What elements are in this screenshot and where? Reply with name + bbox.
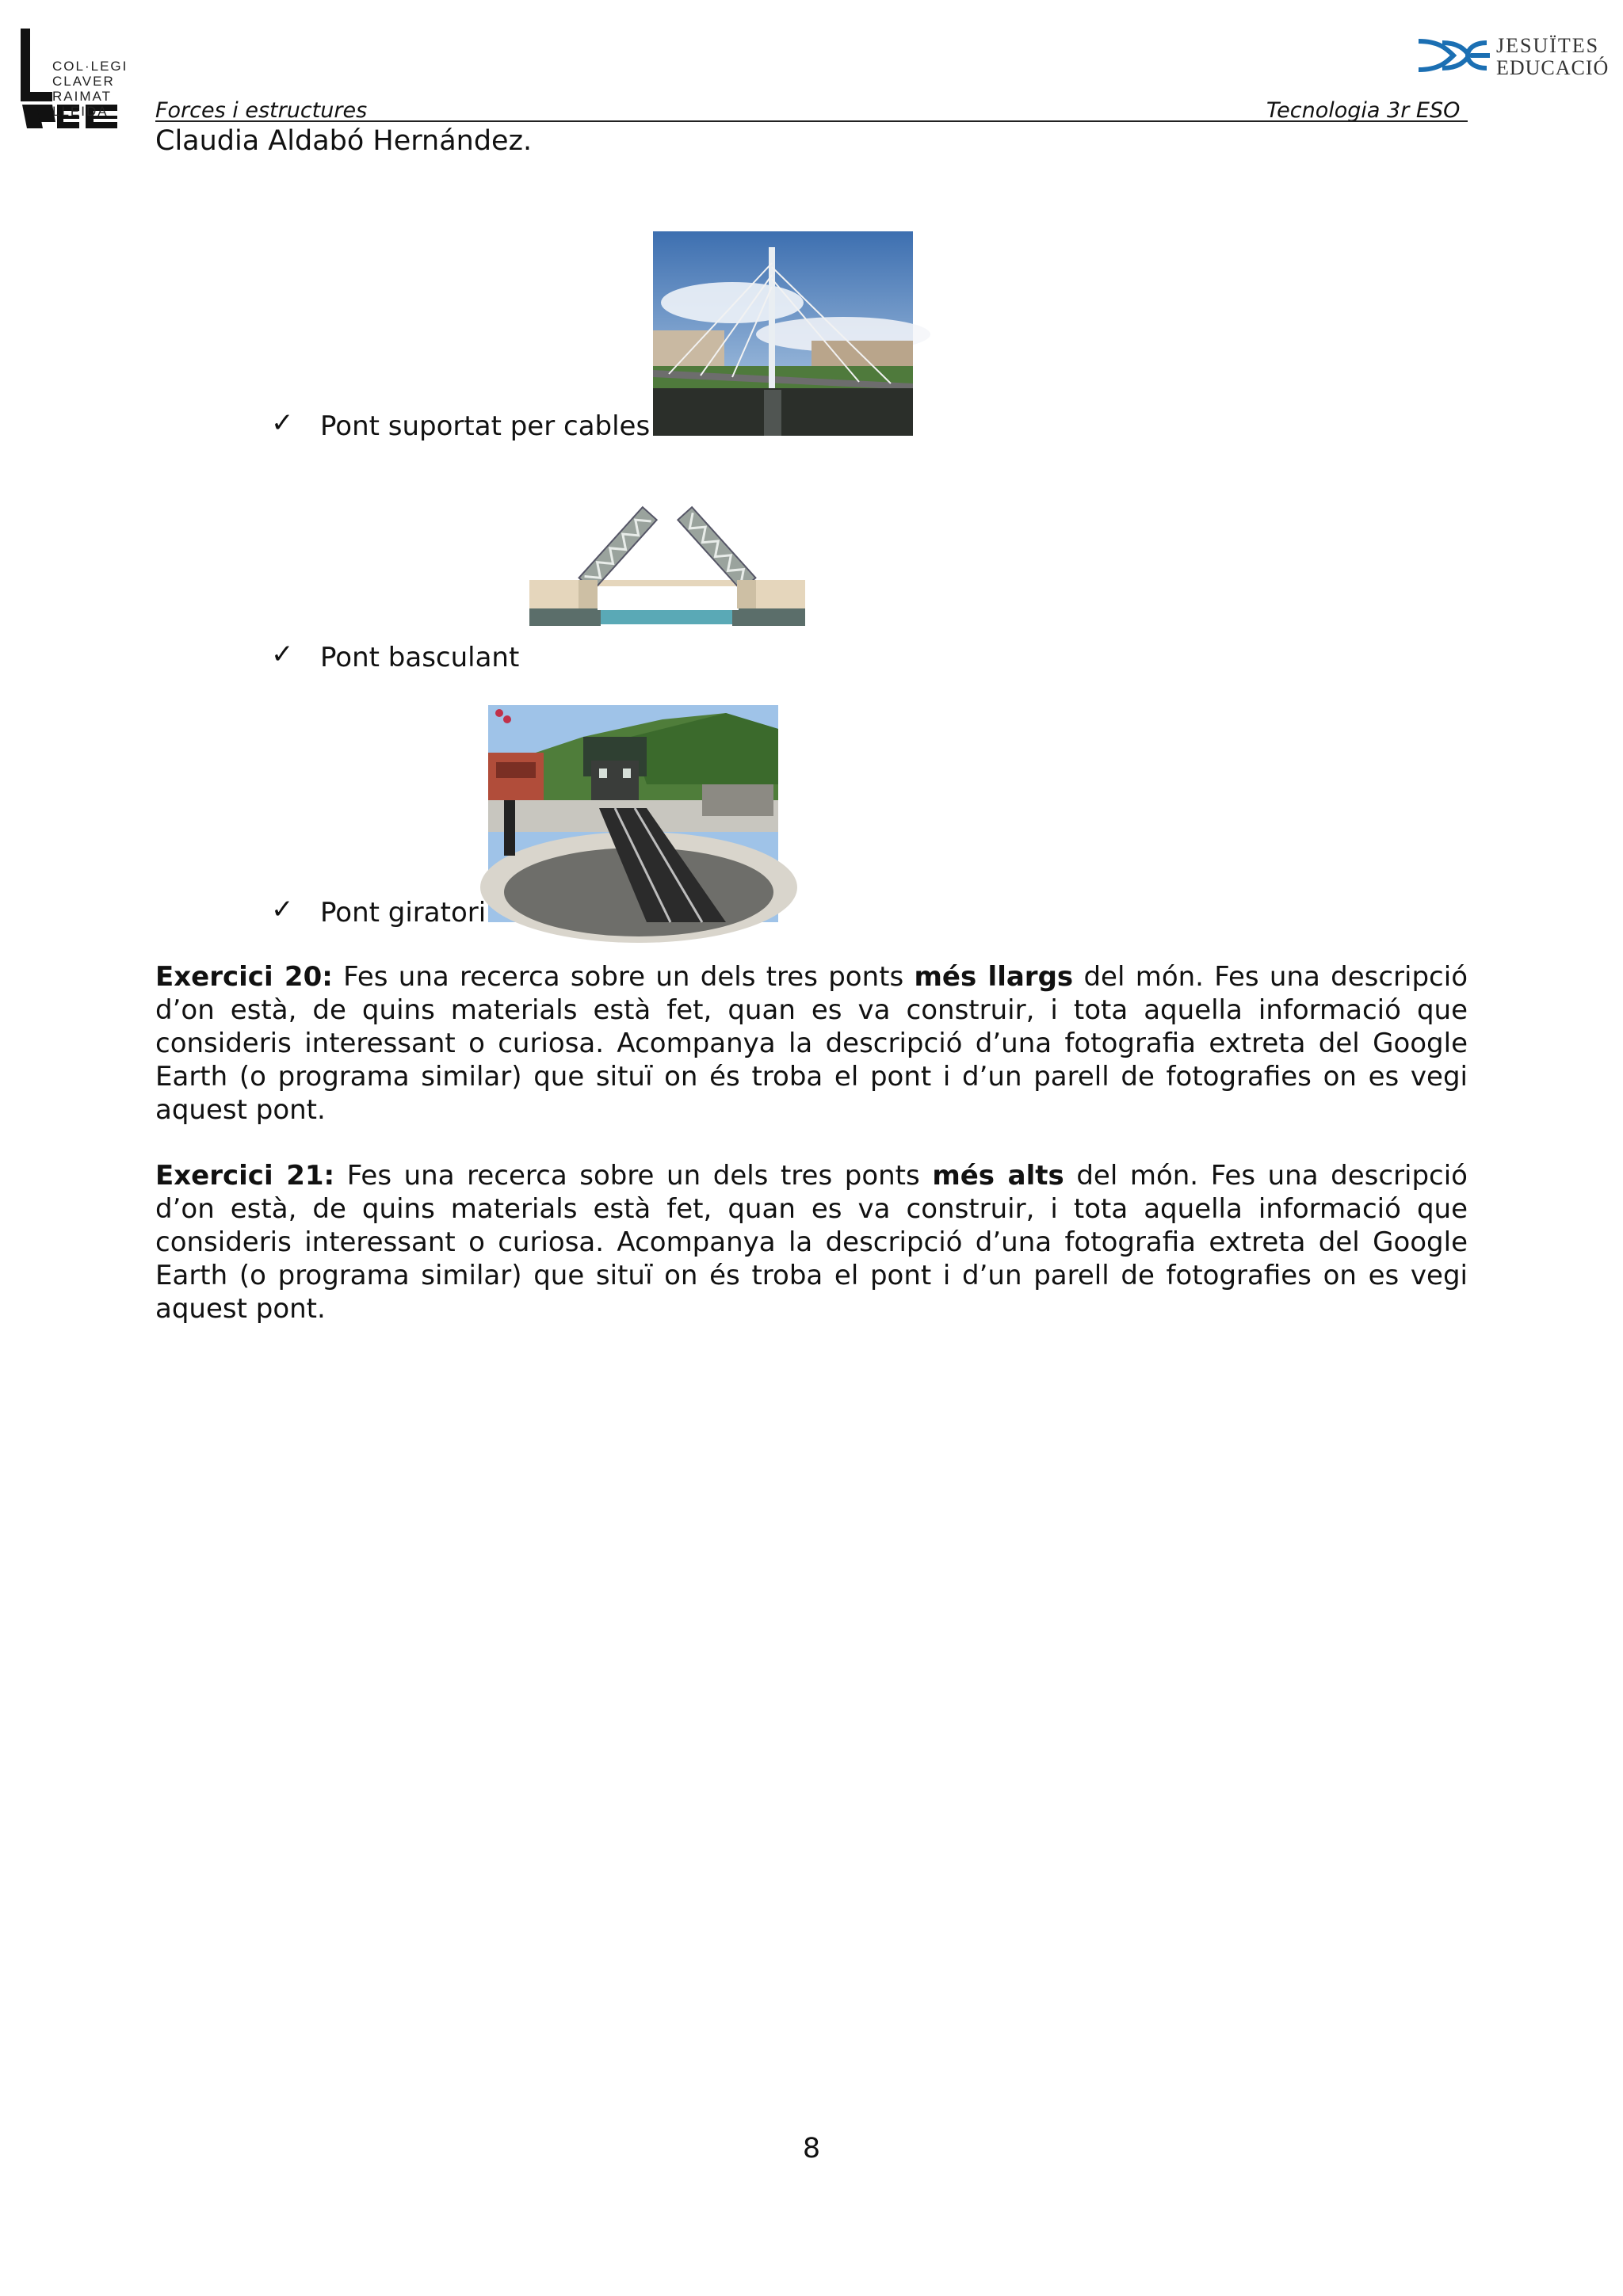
exercise-text-post: del món. Fes una descripció d’on està, de quins materials està fet, quan es va construir, i tota aquella informació que consideris interessant o curiosa. Acompanya la descripció d’una fotografia extreta del Google Earth (o programa similar) que situï on és troba el pont i d’un parell de fotografies on es vegi aquest pont. (155, 1160, 1468, 1325)
svg-text:JESUÏTES: JESUÏTES (1496, 34, 1600, 57)
check-icon: ✓ (271, 894, 294, 925)
exercise-text-pre: Fes una recerca sobre un dels tres ponts (332, 961, 915, 993)
exercise-20 (155, 960, 1468, 1127)
bullet-label-bascule-bridge: Pont basculant (320, 642, 520, 673)
check-icon: ✓ (271, 639, 294, 670)
header-left-title: Forces i estructures (155, 98, 368, 123)
exercise-text-post: del món. Fes una descripció d’on està, de quins materials està fet, quan es va construir, i tota aquella informació que consideris interessant o curiosa. Acompanya la descripció d’una fotografia extreta del Google Earth (o programa similar) que situï on és troba el pont i d’un parell de fotografies on es vegi aquest pont. (155, 961, 1468, 1126)
bullet-label-swing-bridge: Pont giratori (320, 897, 487, 929)
school-logo (21, 29, 128, 128)
turntable-bridge-photo (488, 705, 778, 922)
author-name: Claudia Aldabó Hernández. (155, 125, 533, 157)
exercise-title: Exercici 21: (155, 1160, 335, 1192)
bascule-bridge-diagram (529, 510, 805, 626)
page-number: 8 (802, 2133, 821, 2164)
exercise-21 (155, 1159, 1468, 1325)
check-icon: ✓ (271, 407, 294, 439)
bullet-label-cable-bridge: Pont suportat per cables (320, 410, 651, 442)
school-logo-text: COL·LEGI CLAVER RAIMAT LLEIDA (52, 59, 128, 119)
header-right-title: Tecnologia 3r ESO (1266, 98, 1461, 123)
exercise-emphasis: més alts (932, 1160, 1064, 1192)
header-rule (155, 120, 1468, 122)
jesuites-educacio-logo (1415, 32, 1610, 79)
exercise-text-pre: Fes una recerca sobre un dels tres ponts (334, 1160, 933, 1192)
cable-stayed-bridge-photo (653, 231, 913, 436)
svg-text:EDUCACIÓ: EDUCACIÓ (1496, 56, 1610, 79)
exercise-title: Exercici 20: (155, 961, 333, 993)
exercise-emphasis: més llargs (914, 961, 1074, 993)
